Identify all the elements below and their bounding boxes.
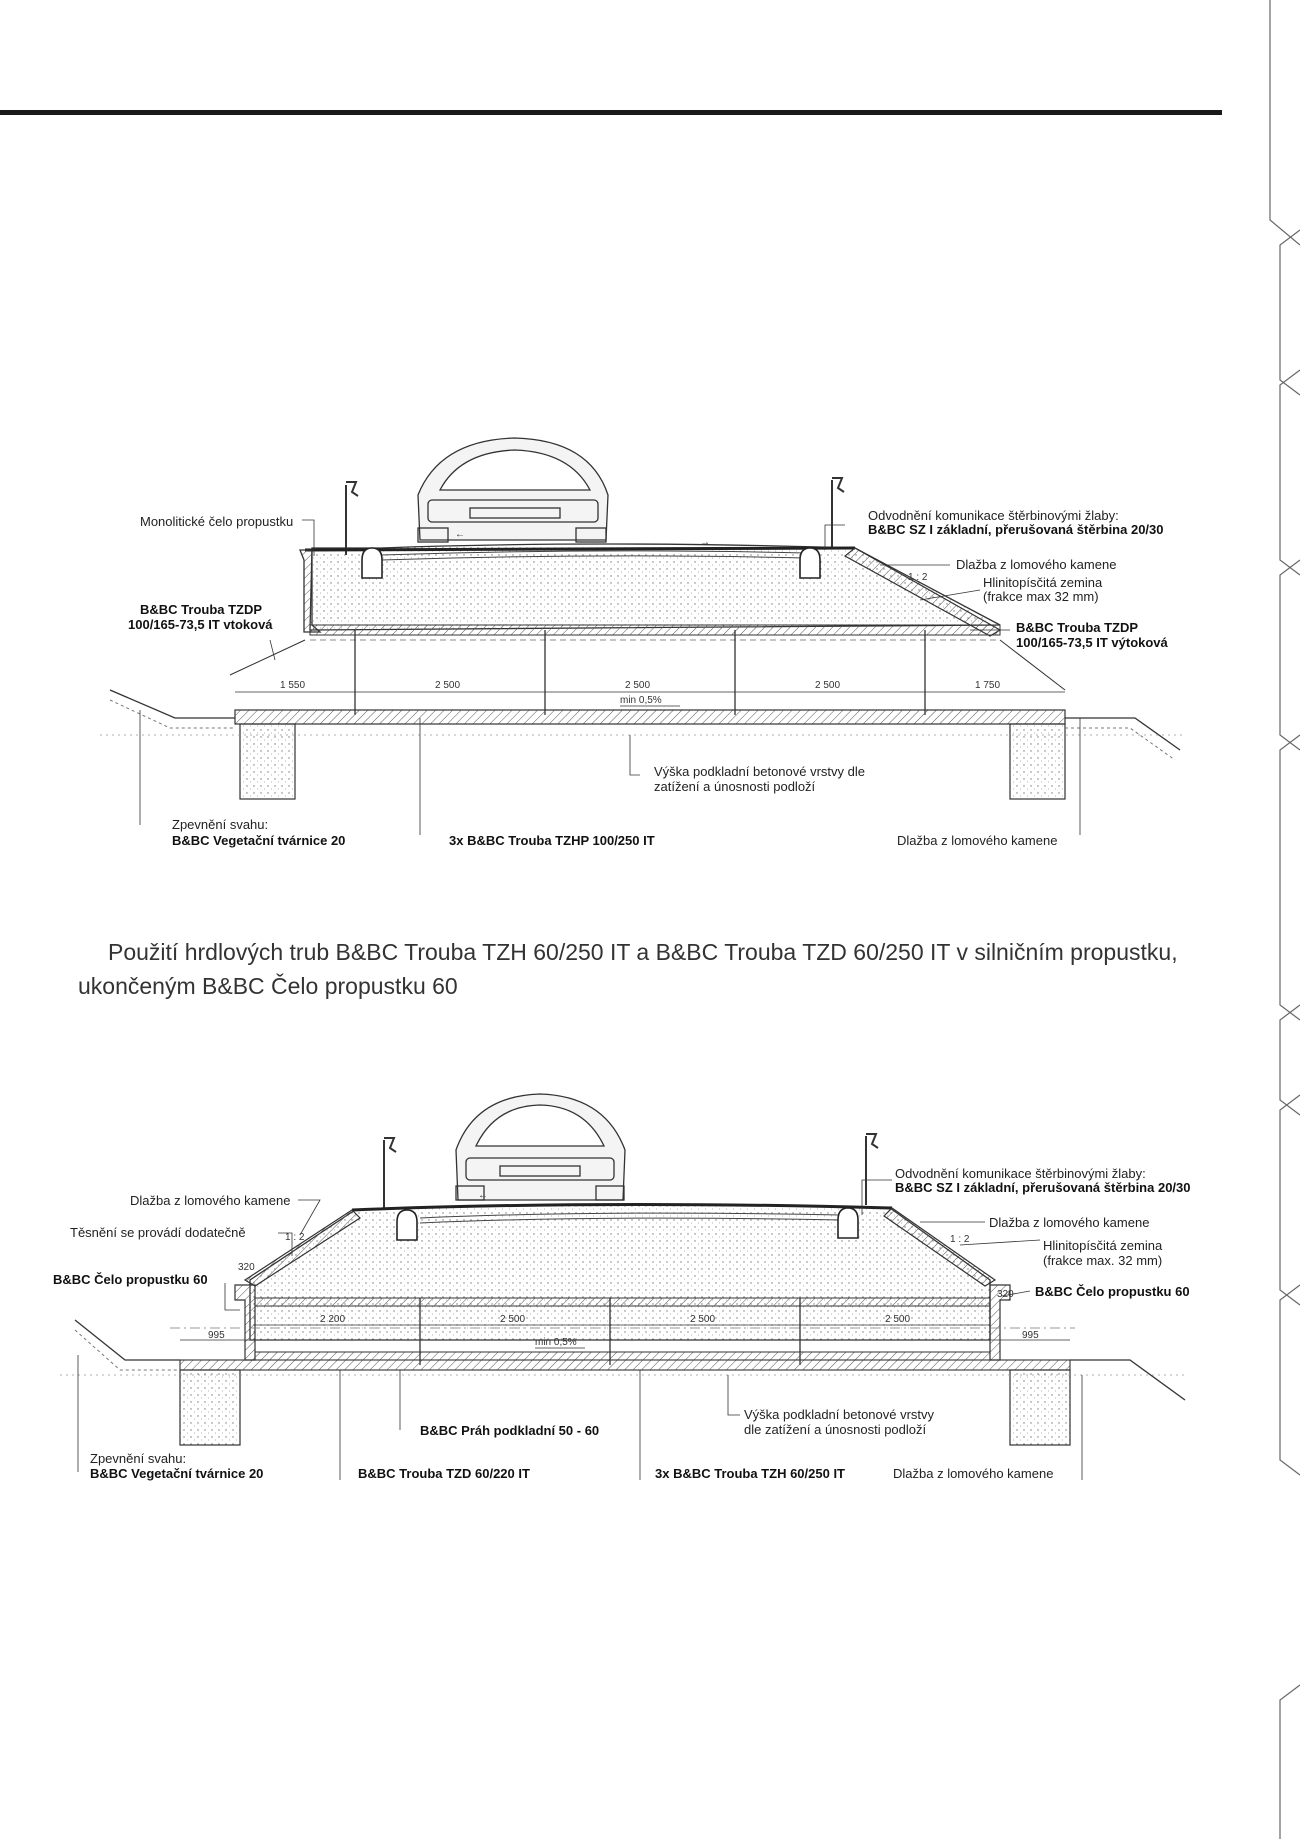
index-tab[interactable] — [1280, 735, 1300, 1020]
index-tab[interactable] — [1280, 1095, 1300, 1305]
dimension-label: 320 — [238, 1262, 255, 1273]
label-hlinito-2: (frakce max 32 mm) — [983, 589, 1099, 604]
car-icon — [418, 438, 608, 542]
arrow-left: ← — [478, 1190, 488, 1201]
label-zpevneni-2: B&BC Vegetační tvárnice 20 — [90, 1466, 264, 1481]
index-tab[interactable] — [1280, 1005, 1300, 1115]
arrow-left: ← — [455, 529, 465, 540]
label-tesneni: Těsnění se provádí dodatečně — [70, 1225, 246, 1240]
slope-ratio-label: 1 : 2 — [950, 1234, 970, 1245]
diagram-culvert-1 — [0, 420, 1230, 860]
index-tab[interactable] — [1280, 560, 1300, 750]
label-trouba-vytok-2: 100/165-73,5 IT výtoková — [1016, 635, 1168, 650]
caption-text: Použití hrdlových trub B&BC Trouba TZH 60/250 IT a B&BC Trouba TZD 60/250 IT v silničním propustku, ukončeným B&BC Čelo propustku 60 — [78, 939, 1178, 999]
dimension-label: 2 500 — [690, 1314, 716, 1325]
label-odvodneni-2: B&BC SZ I základní, přerušovaná štěrbina 20/30 — [895, 1180, 1191, 1195]
slope-ratio-label: 1 : 2 — [908, 572, 928, 583]
label-dlazba-bottom: Dlažba z lomového kamene — [893, 1466, 1054, 1481]
label-vyska-2: zatížení a únosnosti podloží — [654, 779, 816, 794]
label-odvodneni: Odvodnění komunikace štěrbinovými žlaby: — [868, 508, 1119, 523]
embankment — [250, 1204, 990, 1340]
index-tab[interactable] — [1280, 1285, 1300, 1475]
index-tab[interactable] — [1270, 0, 1300, 245]
dimension-label: 2 500 — [435, 680, 461, 691]
pipe-tzh — [255, 1298, 990, 1306]
label-trouba-tzh: 3x B&BC Trouba TZH 60/250 IT — [655, 1466, 845, 1481]
label-hlinito: Hlinitopísčitá zemina — [1043, 1238, 1163, 1253]
label-vyska-2: dle zatížení a únosnosti podloží — [744, 1422, 927, 1437]
label-celo-right: B&BC Čelo propustku 60 — [1035, 1284, 1190, 1299]
car-icon — [456, 1094, 625, 1200]
arrow-right: → — [720, 1198, 730, 1209]
arrow-right: → — [700, 537, 710, 548]
label-trouba-tzhp: 3x B&BC Trouba TZHP 100/250 IT — [449, 833, 655, 848]
dimension-label: 1 550 — [280, 680, 306, 691]
dimension-label: 2 500 — [625, 680, 651, 691]
label-zpevneni: Zpevnění svahu: — [90, 1451, 187, 1466]
dimension-label: 2 500 — [885, 1314, 911, 1325]
index-tab[interactable] — [1280, 230, 1300, 395]
label-dlazba-bottom: Dlažba z lomového kamene — [897, 833, 1058, 848]
dimension-label: 2 200 — [320, 1314, 346, 1325]
head-left — [235, 1285, 255, 1360]
label-trouba-vtok-2: 100/165-73,5 IT vtoková — [128, 617, 273, 632]
slope-min-label: min 0,5% — [535, 1337, 577, 1348]
label-zpevneni-2: B&BC Vegetační tvárnice 20 — [172, 833, 346, 848]
figure-caption — [78, 935, 1208, 1003]
side-index-tabs — [1240, 0, 1300, 1839]
label-celo-left: B&BC Čelo propustku 60 — [53, 1272, 208, 1287]
label-trouba-vytok: B&BC Trouba TZDP — [1016, 620, 1139, 635]
label-trouba-tzd: B&BC Trouba TZD 60/220 IT — [358, 1466, 530, 1481]
slope-ratio-label: 1 : 2 — [285, 1232, 305, 1243]
label-odvodneni-2: B&BC SZ I základní, přerušovaná štěrbina 20/30 — [868, 522, 1164, 537]
label-hlinito-2: (frakce max. 32 mm) — [1043, 1253, 1163, 1268]
index-tab[interactable] — [1280, 1685, 1300, 1839]
label-dlazba-left: Dlažba z lomového kamene — [130, 1193, 291, 1208]
dimension-label: 320 — [997, 1289, 1014, 1300]
label-monoliticke-celo: Monolitické čelo propustku — [140, 514, 294, 529]
label-dlazba-top: Dlažba z lomového kamene — [956, 557, 1117, 572]
label-trouba-vtok: B&BC Trouba TZDP — [140, 602, 263, 617]
pipe-tzhp — [310, 625, 1000, 635]
dimension-label: 1 750 — [975, 680, 1001, 691]
dimension-label: 2 500 — [500, 1314, 526, 1325]
label-prah: B&BC Práh podkladní 50 - 60 — [420, 1423, 600, 1438]
top-rule — [0, 110, 1222, 115]
embankment — [310, 544, 1000, 630]
diagram-culvert-2 — [0, 1090, 1230, 1490]
dimension-label: 995 — [1022, 1330, 1039, 1341]
index-tab[interactable] — [1280, 370, 1300, 575]
label-zpevneni: Zpevnění svahu: — [172, 817, 269, 832]
label-hlinito: Hlinitopísčitá zemina — [983, 575, 1103, 590]
label-dlazba-right: Dlažba z lomového kamene — [989, 1215, 1150, 1230]
dimension-label: 2 500 — [815, 680, 841, 691]
dimension-label: 995 — [208, 1330, 225, 1341]
label-vyska: Výška podkladní betonové vrstvy — [744, 1407, 935, 1422]
label-odvodneni: Odvodnění komunikace štěrbinovými žlaby: — [895, 1166, 1146, 1181]
slope-min-label: min 0,5% — [620, 695, 662, 706]
label-vyska: Výška podkladní betonové vrstvy dle — [654, 764, 866, 779]
